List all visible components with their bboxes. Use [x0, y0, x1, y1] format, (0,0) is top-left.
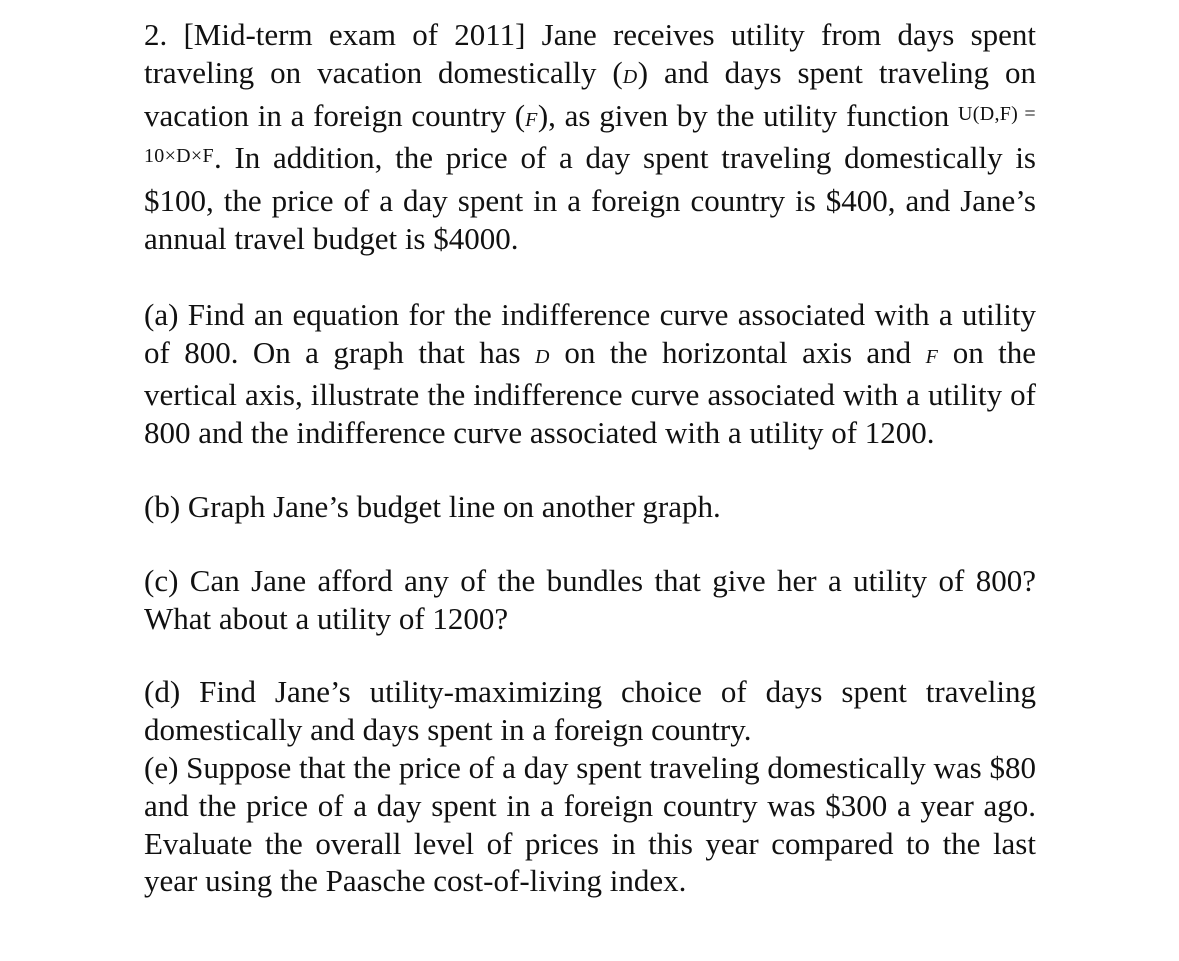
part-b-paragraph: (b) Graph Jane’s budget line on another graph. — [144, 488, 721, 524]
part-e-paragraph: (e) Suppose that the price of a day spent traveling domestically was $80 and the price of a day spent in a foreign country was $300 a year ago. Evaluate the overall level of prices in this year compared to the last year using the Paasche cost-of-living index. — [144, 749, 1036, 899]
part-a-variable-d: D — [534, 345, 550, 368]
variable-f: F — [525, 108, 538, 131]
question-intro — [144, 16, 1036, 258]
question-intro-text-c: ), as given by the utility function — [537, 97, 950, 133]
part-a-variable-f: F — [925, 345, 939, 368]
variable-d: D — [622, 65, 638, 88]
part-a-text-2: on the horizontal axis and — [564, 334, 912, 370]
exam-question-document — [144, 16, 1036, 900]
part-c-paragraph: (c) Can Jane afford any of the bundles that give her a utility of 800? What about a utility of 1200? — [144, 562, 1036, 636]
question-number-label: 2. [Mid-term exam of 2011] — [144, 17, 526, 52]
part-d-paragraph: (d) Find Jane’s utility-maximizing choice of days spent traveling domestically and days spent in a foreign country. — [144, 674, 1036, 748]
part-a-paragraph — [144, 296, 1036, 452]
question-intro-text-d: . In addition, the price of a day spent traveling domestically is $100, the price of a day spent in a foreign country is $400, and Jane’s annual travel budget is $4000. — [144, 140, 1036, 256]
part-a-text-1: (a) Find an equation for the indifference curve associated with a utility of 800. On a graph that has — [144, 296, 1036, 370]
question-intro-text-b: ) and days spent traveling on vacation in a foreign country ( — [144, 54, 1036, 133]
part-a-text-3: on the vertical axis, illustrate the indifference curve associated with a utility of 800 and the indifference curve associated with a utility of 1200. — [144, 334, 1036, 451]
utility-function-formula: U(D,F) = 10×D×F — [144, 102, 1037, 168]
question-intro-text-a: Jane receives utility from days spent traveling on vacation domestically ( — [144, 17, 1036, 90]
